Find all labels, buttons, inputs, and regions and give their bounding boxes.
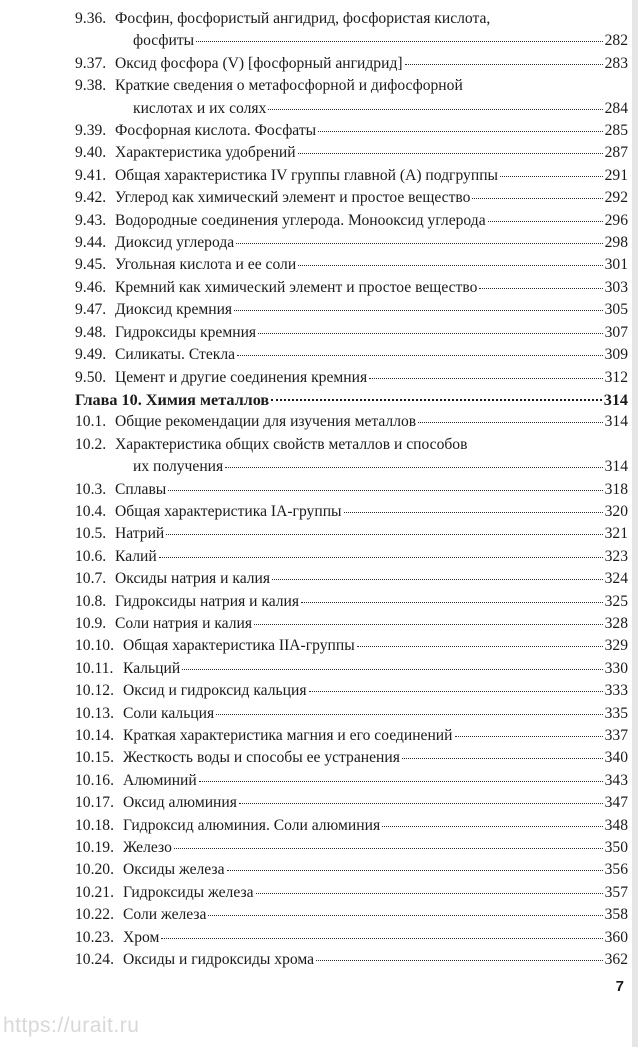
toc-entry	[75, 591, 628, 613]
toc-entry-number: 9.40.	[75, 144, 107, 162]
toc-page-number: 348	[604, 816, 628, 834]
dot-leader	[161, 938, 602, 939]
toc-entry-number: 10.22.	[75, 906, 114, 924]
toc-page-number: 291	[604, 166, 628, 184]
dot-leader	[234, 310, 603, 311]
toc-page-number: 296	[604, 211, 628, 229]
dot-leader	[418, 422, 602, 423]
toc-entry	[75, 344, 628, 366]
toc-page-number: 340	[604, 749, 628, 767]
table-of-contents	[75, 8, 628, 971]
toc-entry-number: 10.13.	[75, 704, 114, 722]
toc-entry-title: Гидроксид алюминия. Соли алюминия	[123, 816, 381, 834]
toc-entry-number: 10.18.	[75, 816, 114, 834]
toc-page-number: 337	[604, 727, 628, 744]
dot-leader	[237, 355, 603, 356]
toc-entry-number: 9.48.	[75, 323, 107, 341]
toc-page-number: 329	[604, 637, 628, 655]
dot-leader	[271, 399, 602, 401]
toc-entry-number: 10.19.	[75, 839, 114, 857]
toc-entry-title: Оксиды железа	[123, 861, 225, 879]
toc-entry	[75, 120, 628, 142]
dot-leader	[357, 646, 603, 647]
toc-entry-title: Оксид фосфора (V) [фосфорный ангидрид]	[115, 54, 403, 72]
toc-entry	[75, 927, 628, 949]
toc-entry-title-line: Характеристика общих свойств металлов и способов	[115, 435, 468, 453]
dot-leader	[174, 848, 603, 849]
toc-entry	[75, 882, 628, 904]
toc-entry-title: Алюминий	[123, 771, 197, 789]
toc-page-number: 325	[604, 592, 628, 610]
toc-page-number: 287	[604, 144, 628, 162]
toc-entry-number: 10.11.	[75, 659, 114, 677]
toc-entry	[75, 680, 628, 702]
dot-leader	[318, 131, 602, 132]
dot-leader	[199, 781, 603, 782]
toc-entry-title: фосфиты	[133, 32, 195, 50]
toc-entry-number: 9.46.	[75, 278, 107, 296]
toc-page-number: 335	[604, 704, 628, 722]
toc-entry-number: 9.50.	[75, 368, 107, 386]
toc-page-number: 362	[604, 951, 628, 969]
toc-page-number: 314	[604, 413, 628, 431]
toc-page-number: 298	[604, 234, 628, 252]
dot-leader	[239, 803, 603, 804]
dot-leader	[500, 176, 603, 177]
toc-entry-number: 10.6.	[75, 547, 107, 565]
toc-entry-number: 10.16.	[75, 771, 114, 789]
toc-entry-number: 10.9.	[75, 614, 107, 632]
toc-entry	[75, 187, 628, 209]
toc-entry-title: Соли железа	[123, 906, 207, 924]
toc-entry	[75, 277, 628, 299]
toc-entry	[75, 411, 628, 433]
toc-entry-title: Жесткость воды и способы ее устранения	[123, 749, 400, 767]
toc-page-number: 356	[604, 861, 628, 879]
toc-entry-title: Оксид и гидроксид кальция	[123, 682, 307, 700]
dot-leader	[301, 602, 603, 603]
dot-leader	[196, 41, 602, 42]
toc-page-number: 333	[604, 682, 628, 700]
toc-entry-title: Калий	[115, 547, 157, 565]
toc-entry-number: 10.14.	[75, 727, 114, 744]
toc-entry-title: кислотах и их солях	[133, 99, 267, 117]
toc-entry-title: Натрий	[115, 525, 165, 543]
toc-page-number: 285	[604, 122, 628, 140]
toc-page-number: 324	[604, 570, 628, 588]
dot-leader	[227, 870, 603, 871]
toc-entry	[75, 904, 628, 926]
toc-entry	[75, 815, 628, 837]
toc-page-number: 321	[604, 525, 628, 543]
toc-page-number: 284	[604, 99, 628, 117]
dot-leader	[344, 512, 603, 513]
toc-entry	[75, 232, 628, 254]
toc-entry-number: 9.42.	[75, 189, 107, 207]
toc-entry-title: Кремний как химический элемент и простое вещество	[115, 278, 478, 296]
toc-entry	[75, 949, 628, 971]
toc-entry-number: 10.23.	[75, 928, 114, 946]
toc-chapter-heading	[0, 389, 628, 411]
toc-entry-title: Краткая характеристика магния и его соединений	[123, 727, 453, 744]
toc-page-number: 350	[604, 839, 628, 857]
dot-leader	[369, 378, 602, 379]
toc-entry-title: Гидроксиды кремния	[115, 323, 257, 341]
dot-leader	[159, 557, 603, 558]
toc-entry-title: Силикаты. Стекла	[115, 346, 236, 364]
toc-entry-number: 9.49.	[75, 346, 107, 364]
toc-entry-title: Оксиды натрия и калия	[115, 570, 271, 588]
toc-entry-number: 9.45.	[75, 256, 107, 274]
toc-entry-title: Общая характеристика IIA-группы	[123, 637, 355, 655]
toc-entry	[75, 142, 628, 164]
toc-entry-number: 10.2.	[75, 435, 107, 453]
dot-leader	[488, 221, 603, 222]
toc-entry-title: Общая характеристика IV группы главной (A) подгруппы	[115, 166, 499, 184]
dot-leader	[225, 467, 602, 468]
toc-page-number: 323	[604, 547, 628, 565]
dot-leader	[272, 579, 603, 580]
toc-entry-number: 10.1.	[75, 413, 107, 431]
toc-entry	[75, 859, 628, 881]
toc-page-number: 282	[604, 32, 628, 50]
toc-entry-number: 9.36.	[75, 10, 107, 27]
dot-leader	[166, 534, 602, 535]
toc-page-number: 283	[604, 54, 628, 72]
toc-entry	[75, 299, 628, 321]
dot-leader	[316, 960, 603, 961]
dot-leader	[182, 669, 602, 670]
toc-entry-title: Хром	[123, 928, 160, 946]
toc-entry-title: Характеристика удобрений	[115, 144, 296, 162]
toc-entry-number: 10.10.	[75, 637, 114, 655]
toc-page-number: 305	[604, 301, 628, 319]
toc-entry-number: 9.37.	[75, 54, 107, 72]
toc-entry-number: 10.20.	[75, 861, 114, 879]
toc-entry-title: их получения	[133, 458, 224, 476]
toc-entry-number: 9.38.	[75, 77, 107, 95]
toc-entry-title: Глава 10. Химия металлов	[75, 390, 270, 409]
toc-entry-number: 9.41.	[75, 166, 107, 184]
toc-entry-title: Железо	[123, 839, 172, 857]
toc-entry	[75, 747, 628, 769]
toc-entry	[75, 8, 628, 53]
toc-entry-title: Углерод как химический элемент и простое вещество	[115, 189, 471, 207]
dot-leader	[402, 758, 603, 759]
toc-entry	[75, 792, 628, 814]
toc-entry	[75, 501, 628, 523]
toc-entry-title: Соли натрия и калия	[115, 614, 253, 632]
toc-entry-title: Диоксид углерода	[115, 234, 235, 252]
toc-entry-number: 9.44.	[75, 234, 107, 252]
toc-entry-title-line: Фосфин, фосфористый ангидрид, фосфористая кислота,	[115, 10, 491, 27]
dot-leader	[208, 915, 602, 916]
dot-leader	[472, 198, 602, 199]
toc-page-number: 330	[604, 659, 628, 677]
dot-leader	[254, 624, 603, 625]
toc-entry-title: Общие рекомендации для изучения металлов	[115, 413, 417, 431]
toc-entry-title: Оксиды и гидроксиды хрома	[123, 951, 315, 969]
toc-entry-title: Общая характеристика IA-группы	[115, 502, 342, 520]
dot-leader	[298, 153, 603, 154]
toc-page-number: 358	[604, 906, 628, 924]
toc-page-number: 292	[604, 189, 628, 207]
dot-leader	[382, 826, 602, 827]
toc-entry-number: 10.15.	[75, 749, 114, 767]
toc-entry	[75, 837, 628, 859]
toc-page-number: 347	[604, 794, 628, 812]
toc-page-number: 314	[603, 390, 628, 409]
toc-page-number: 307	[604, 323, 628, 341]
toc-entry	[75, 613, 628, 635]
toc-entry-title: Диоксид кремния	[115, 301, 233, 319]
toc-entry-number: 9.43.	[75, 211, 107, 229]
toc-entry	[75, 53, 628, 75]
dot-leader	[405, 64, 603, 65]
toc-entry-number: 10.24.	[75, 951, 114, 969]
toc-entry	[75, 725, 628, 747]
dot-leader	[256, 893, 603, 894]
toc-page-number: 301	[604, 256, 628, 274]
toc-entry	[75, 367, 628, 389]
toc-entry-title: Соли кальция	[123, 704, 215, 722]
toc-page-number: 318	[604, 480, 628, 498]
toc-entry	[75, 210, 628, 232]
dot-leader	[309, 691, 603, 692]
watermark: https://urait.ru	[3, 1014, 140, 1037]
toc-entry	[75, 568, 628, 590]
toc-entry-title: Гидроксиды натрия и калия	[115, 592, 300, 610]
toc-entry-number: 9.47.	[75, 301, 107, 319]
toc-entry-number: 10.5.	[75, 525, 107, 543]
toc-entry	[75, 658, 628, 680]
toc-entry-title: Фосфорная кислота. Фосфаты	[115, 122, 317, 140]
toc-entry	[75, 75, 628, 120]
page-number: 7	[615, 978, 624, 995]
toc-entry	[75, 322, 628, 344]
dot-leader	[479, 288, 602, 289]
toc-entry	[75, 165, 628, 187]
toc-entry	[75, 254, 628, 276]
toc-entry-title: Цемент и другие соединения кремния	[115, 368, 368, 386]
toc-page-number: 312	[604, 368, 628, 386]
toc-entry	[75, 770, 628, 792]
toc-page-number: 328	[604, 614, 628, 632]
toc-entry-number: 10.4.	[75, 502, 107, 520]
toc-entry-number: 10.12.	[75, 682, 114, 700]
toc-entry-title: Сплавы	[115, 480, 167, 498]
toc-entry-number: 10.17.	[75, 794, 114, 812]
toc-entry	[75, 434, 628, 479]
toc-page-number: 309	[604, 346, 628, 364]
toc-entry-title-line: Краткие сведения о метафосфорной и дифосфорной	[115, 77, 463, 95]
page-edge	[632, 0, 638, 1047]
toc-entry-title: Водородные соединения углерода. Монооксид углерода	[115, 211, 486, 229]
toc-entry-number: 10.3.	[75, 480, 107, 498]
toc-entry	[75, 703, 628, 725]
toc-entry-title: Кальций	[123, 659, 181, 677]
toc-entry	[75, 635, 628, 657]
dot-leader	[268, 109, 602, 110]
dot-leader	[216, 714, 602, 715]
toc-page-number: 357	[604, 883, 628, 901]
toc-entry-number: 10.8.	[75, 592, 107, 610]
toc-entry-number: 10.21.	[75, 883, 114, 901]
toc-page-number: 343	[604, 771, 628, 789]
dot-leader	[168, 490, 602, 491]
toc-entry-title: Угольная кислота и ее соли	[115, 256, 297, 274]
toc-entry-number: 10.7.	[75, 570, 107, 588]
toc-entry	[75, 479, 628, 501]
toc-page-number: 314	[604, 458, 628, 476]
toc-page-number: 303	[604, 278, 628, 296]
toc-page-number: 320	[604, 502, 628, 520]
toc-entry-title: Гидроксиды железа	[123, 883, 254, 901]
toc-entry	[75, 546, 628, 568]
toc-entry	[75, 523, 628, 545]
toc-entry-number: 9.39.	[75, 122, 107, 140]
dot-leader	[258, 333, 603, 334]
toc-page-number: 360	[604, 928, 628, 946]
dot-leader	[298, 265, 602, 266]
toc-entry-title: Оксид алюминия	[123, 794, 237, 812]
dot-leader	[236, 243, 602, 244]
dot-leader	[455, 736, 603, 737]
